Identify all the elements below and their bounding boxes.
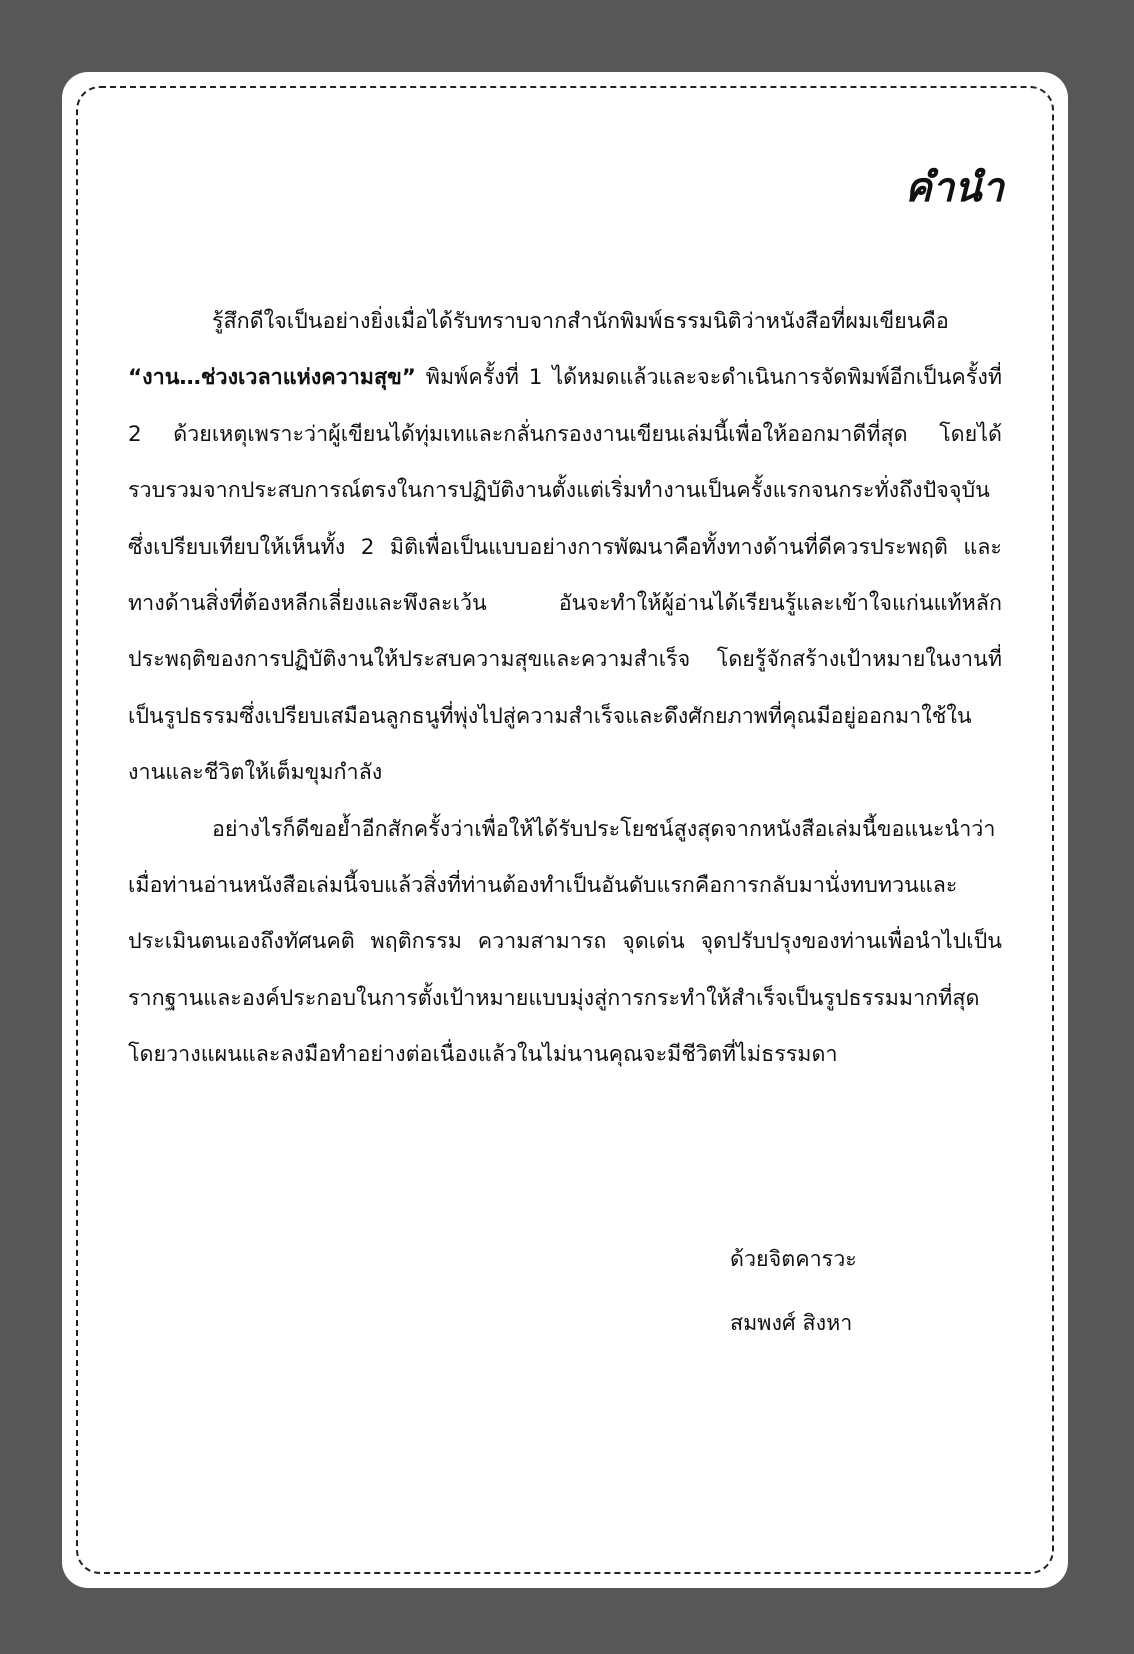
- signature-closing: ด้วยจิตคารวะ: [730, 1247, 857, 1272]
- paragraph-1: [128, 294, 1002, 802]
- paragraph-2: อย่างไรก็ดีขอย้ำอีกสักครั้งว่าเพื่อให้ได้รับประโยชน์สูงสุดจากหนังสือเล่มนี้ขอแนะนำว่าเมื่อท่านอ่านหนังสือเล่มนี้จบแล้วสิ่งที่ท่านต้องทำเป็นอันดับแรกคือการกลับมานั่งทบทวนและประเมินตนเองถึงทัศนคติ พฤติกรรม ความสามารถ จุดเด่น จุดปรับปรุงของท่านเพื่อนำไปเป็นรากฐานและองค์ประกอบในการตั้งเป้าหมายแบบมุ่งสู่การกระทำให้สำเร็จเป็นรูปธรรมมากที่สุด โดยวางแผนและลงมือทำอย่างต่อเนื่องแล้วในไม่นานคุณจะมีชีวิตที่ไม่ธรรมดา: [128, 816, 1002, 1068]
- foreword-body: [128, 294, 1002, 1084]
- paragraph-1-text-before-title: รู้สึกดีใจเป็นอย่างยิ่งเมื่อได้รับทราบจากสำนักพิมพ์ธรรมนิติว่าหนังสือที่ผมเขียนคือ: [212, 309, 949, 334]
- signature-block: [730, 1228, 857, 1356]
- paragraph-1-text-after-title: พิมพ์ครั้งที่ 1 ได้หมดแล้วและจะดำเนินการจัดพิมพ์อีกเป็นครั้งที่ 2 ด้วยเหตุเพราะว่าผู้เขียนได้ทุ่มเทและกลั่นกรองงานเขียนเล่มนี้เพื่อให้ออกมาดีที่สุด โดยได้รวบรวมจากประสบการณ์ตรงในการปฏิบัติงานตั้งแต่เริ่มทำงานเป็นครั้งแรกจนกระทั่งถึงปัจจุบัน ซึ่งเปรียบเทียบให้เห็นทั้ง 2 มิติเพื่อเป็นแบบอย่างการพัฒนาคือทั้งทางด้านที่ดีควรประพฤติ และทางด้านสิ่งที่ต้องหลีกเลี่ยงและพึงละเว้น อันจะทำให้ผู้อ่านได้เรียนรู้และเข้าใจแก่นแท้หลักประพฤติของการปฏิบัติงานให้ประสบความสุขและความสำเร็จ โดยรู้จักสร้างเป้าหมายในงานที่เป็นรูปธรรมซึ่งเปรียบเสมือนลูกธนูที่พุ่งไปสู่ความสำเร็จและดึงศักยภาพที่คุณมีอยู่ออกมาใช้ในงานและชีวิตให้เต็มขุมกำลัง: [128, 365, 1002, 786]
- signature-author: สมพงศ์ สิงหา: [730, 1311, 853, 1336]
- page-title: คำนำ: [904, 165, 1004, 211]
- page-card: [62, 72, 1068, 1588]
- book-title: “งาน…ช่วงเวลาแห่งความสุข”: [128, 365, 416, 391]
